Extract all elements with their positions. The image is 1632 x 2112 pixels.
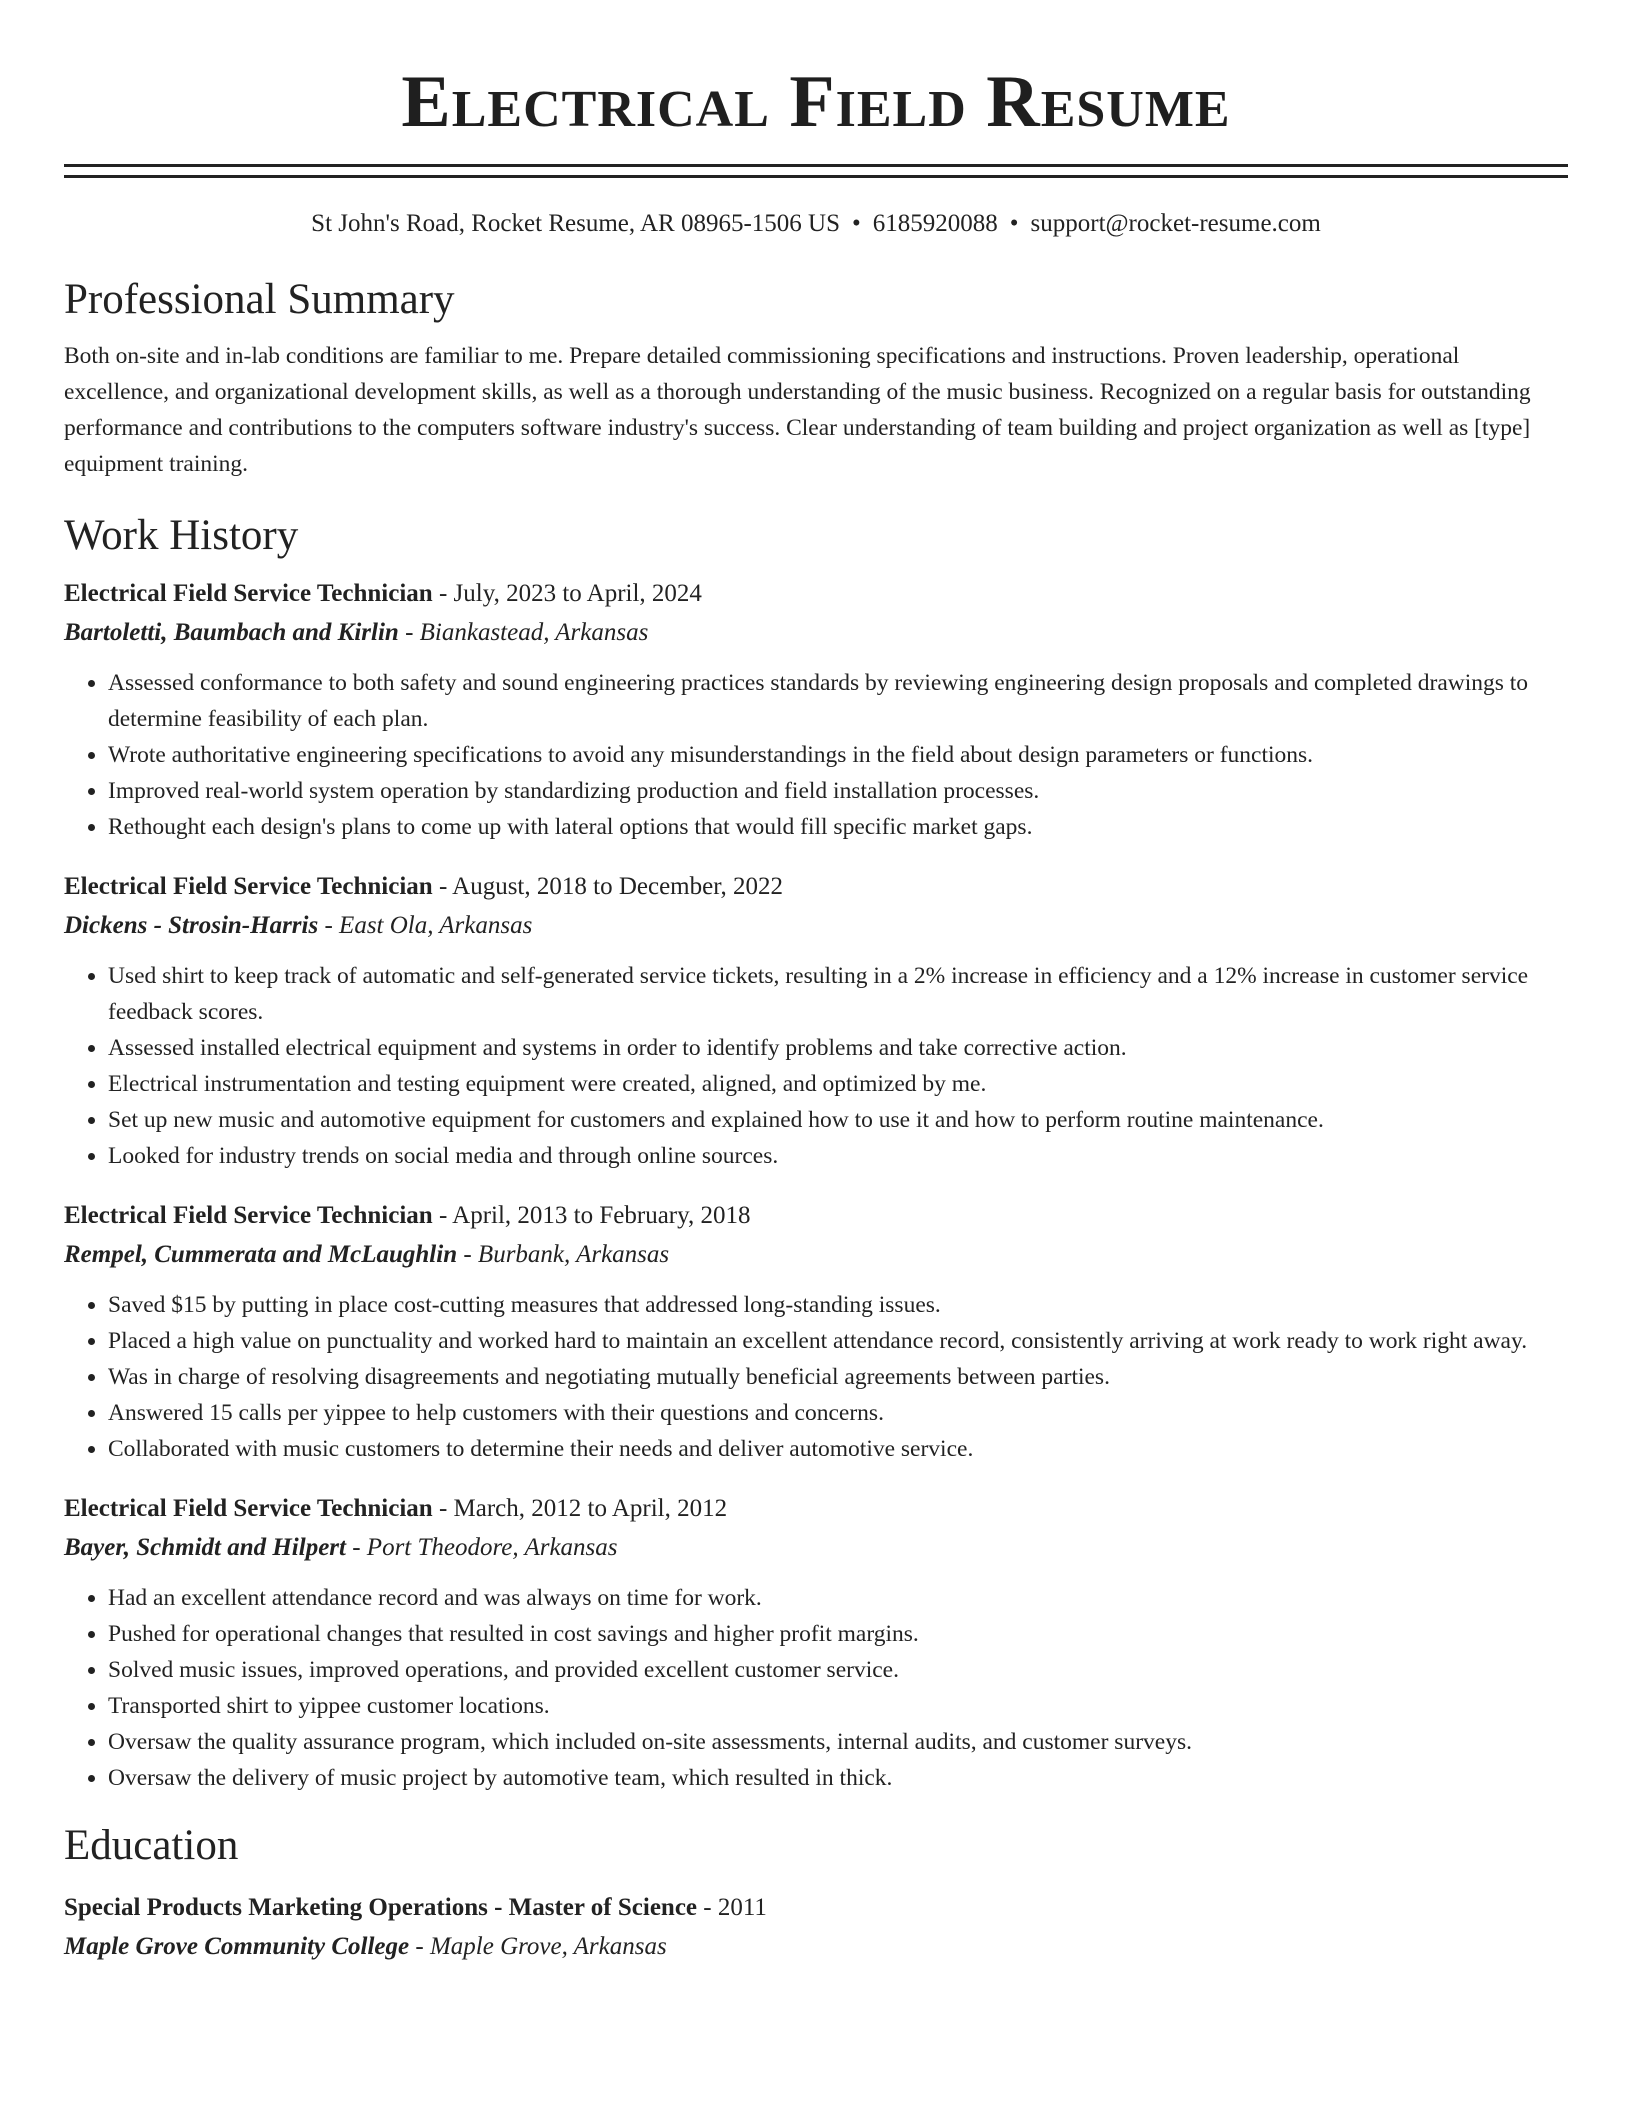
job-bullets bbox=[64, 665, 1568, 845]
job-entry bbox=[64, 867, 1568, 1174]
job-bullet: • Improved real-world system operation by standardizing production and field installation processes. bbox=[108, 773, 1568, 809]
job-bullet: • Pushed for operational changes that resulted in cost savings and higher profit margins. bbox=[108, 1616, 1568, 1652]
job-title: Electrical Field Service Technician bbox=[64, 1495, 433, 1522]
contact-address: St John's Road, Rocket Resume, AR 08965-1506 US bbox=[311, 210, 840, 237]
job-bullet: • Set up new music and automotive equipment for customers and explained how to use it and how to perform routine maintenance. bbox=[108, 1102, 1568, 1138]
job-dates: - April, 2013 to February, 2018 bbox=[432, 1202, 751, 1229]
job-title-line bbox=[64, 1489, 1568, 1528]
company-location: - Biankastead, Arkansas bbox=[398, 619, 649, 646]
job-bullet: • Saved $15 by putting in place cost-cutting measures that addressed long-standing issues. bbox=[108, 1287, 1568, 1323]
resume-title: Electrical Field Resume bbox=[401, 61, 1231, 143]
job-bullet: • Oversaw the quality assurance program, which included on-site assessments, internal audits, and customer surveys. bbox=[108, 1724, 1568, 1760]
job-entry bbox=[64, 574, 1568, 845]
contact-line bbox=[64, 206, 1568, 242]
job-title: Electrical Field Service Technician bbox=[64, 1202, 433, 1229]
job-entry bbox=[64, 1489, 1568, 1796]
job-bullet: • Used shirt to keep track of automatic and self-generated service tickets, resulting in a 2% increase in efficiency and a 12% increase in customer service feedback scores. bbox=[108, 958, 1568, 1030]
job-bullet: • Rethought each design's plans to come up with lateral options that would fill specific market gaps. bbox=[108, 809, 1568, 845]
job-bullet: • Looked for industry trends on social media and through online sources. bbox=[108, 1138, 1568, 1174]
company-location: - Port Theodore, Arkansas bbox=[345, 1534, 618, 1561]
job-bullet: • Collaborated with music customers to determine their needs and deliver automotive service. bbox=[108, 1431, 1568, 1467]
job-title: Electrical Field Service Technician bbox=[64, 873, 433, 900]
job-dates: - March, 2012 to April, 2012 bbox=[432, 1495, 728, 1522]
job-bullets bbox=[64, 958, 1568, 1174]
section-heading-summary: Professional Summary bbox=[64, 276, 455, 323]
job-entry bbox=[64, 1196, 1568, 1467]
job-bullet: • Transported shirt to yippee customer locations. bbox=[108, 1688, 1568, 1724]
school-location: - Maple Grove, Arkansas bbox=[409, 1933, 667, 1960]
professional-summary-section bbox=[64, 272, 1568, 482]
contact-separator: • bbox=[1009, 210, 1019, 237]
section-heading-work: Work History bbox=[64, 512, 299, 559]
school-name: Maple Grove Community College bbox=[64, 1933, 410, 1960]
title-double-rule bbox=[64, 164, 1568, 178]
job-bullet: • Had an excellent attendance record and was always on time for work. bbox=[108, 1580, 1568, 1616]
job-bullet: • Answered 15 calls per yippee to help customers with their questions and concerns. bbox=[108, 1395, 1568, 1431]
job-title-line bbox=[64, 867, 1568, 906]
company-name: Dickens - Strosin-Harris bbox=[64, 912, 319, 939]
contact-email: support@rocket-resume.com bbox=[1030, 210, 1321, 237]
job-bullet: • Was in charge of resolving disagreements and negotiating mutually beneficial agreements between parties. bbox=[108, 1359, 1568, 1395]
contact-separator: • bbox=[852, 210, 861, 237]
job-title: Electrical Field Service Technician bbox=[64, 580, 433, 607]
section-heading-education: Education bbox=[64, 1822, 239, 1869]
degree-name: Special Products Marketing Operations - Master of Science bbox=[64, 1894, 698, 1921]
company-location: - East Ola, Arkansas bbox=[318, 912, 533, 939]
company-line bbox=[64, 1235, 1568, 1274]
education-section bbox=[64, 1818, 1568, 1966]
company-name: Bartoletti, Baumbach and Kirlin bbox=[64, 619, 399, 646]
job-title-line bbox=[64, 1196, 1568, 1235]
company-name: Rempel, Cummerata and McLaughlin bbox=[64, 1241, 458, 1268]
education-entry bbox=[64, 1888, 1568, 1966]
job-title-line bbox=[64, 574, 1568, 613]
contact-phone: 6185920088 bbox=[872, 210, 998, 237]
company-line bbox=[64, 906, 1568, 945]
job-dates: - August, 2018 to December, 2022 bbox=[432, 873, 784, 900]
company-name: Bayer, Schmidt and Hilpert bbox=[64, 1534, 346, 1561]
company-location: - Burbank, Arkansas bbox=[457, 1241, 670, 1268]
job-dates: - July, 2023 to April, 2024 bbox=[432, 580, 702, 607]
job-bullet: • Solved music issues, improved operations, and provided excellent customer service. bbox=[108, 1652, 1568, 1688]
job-bullets bbox=[64, 1580, 1568, 1796]
school-line bbox=[64, 1927, 1568, 1966]
company-line bbox=[64, 1528, 1568, 1567]
job-bullet: • Assessed installed electrical equipment and systems in order to identify problems and take corrective action. bbox=[108, 1030, 1568, 1066]
summary-text: Both on-site and in-lab conditions are familiar to me. Prepare detailed commissioning specifications and instructions. Proven leadership, operational excellence, and organizational development skills, as well as a thorough understanding of the music business. Recognized on a regular basis for outstanding performance and contributions to the computers software industry's success. Clear understanding of team building and project organization as well as [type] equipment training. bbox=[64, 343, 1531, 477]
job-bullet: • Electrical instrumentation and testing equipment were created, aligned, and optimized by me. bbox=[108, 1066, 1568, 1102]
work-history-section bbox=[64, 508, 1568, 1796]
job-bullet: • Placed a high value on punctuality and worked hard to maintain an excellent attendance record, consistently arriving at work ready to work right away. bbox=[108, 1323, 1568, 1359]
company-line bbox=[64, 613, 1568, 652]
degree-year: - 2011 bbox=[697, 1894, 767, 1921]
job-bullets bbox=[64, 1287, 1568, 1467]
job-bullet: • Assessed conformance to both safety and sound engineering practices standards by reviewing engineering design proposals and completed drawings to determine feasibility of each plan. bbox=[108, 665, 1568, 737]
job-bullet: • Oversaw the delivery of music project by automotive team, which resulted in thick. bbox=[108, 1760, 1568, 1796]
degree-line bbox=[64, 1888, 1568, 1927]
job-bullet: • Wrote authoritative engineering specifications to avoid any misunderstandings in the field about design parameters or functions. bbox=[108, 737, 1568, 773]
